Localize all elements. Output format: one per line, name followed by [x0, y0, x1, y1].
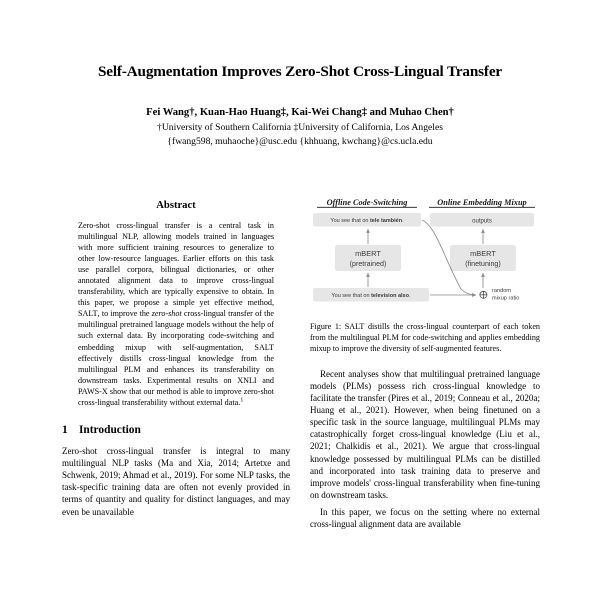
abstract-seg-3: cross-lingual transfer of the multilingual pretrained language models without the help of such external data. By incorporating code-switching and embedding mixup with self-augmentation,: [78, 309, 274, 352]
email-line: [60, 135, 540, 149]
figure-caption-spacer: [310, 304, 540, 322]
figure-caption-label: Figure 1:: [310, 322, 342, 331]
abstract-method-name-2: SALT: [254, 342, 274, 352]
box-source-sentence-text: You see that on television also.: [331, 293, 411, 300]
abstract-footnote-marker: 1: [240, 396, 244, 404]
abstract-seg-4: effectively distills cross-lingual knowledge from the multilingual PLM and enhances its transferability on downstream tasks. Experimental results on XNLI and PAWS-X show that our method is able to improve zero-shot cross-lingual transferability without external data.: [78, 353, 274, 407]
title-text: Self-Augmentation Improves Zero-Shot Cross-Lingual Transfer: [97, 63, 503, 80]
abstract-seg-2: , to improve the: [97, 309, 152, 319]
figure-caption: [310, 322, 540, 355]
figure-caption-text: distills the cross-lingual counterpart of each token from the multilingual PLM for code-switching and applies embedding mixup to improve the diversity of self-augmented features.: [310, 322, 540, 353]
abstract-method-name-1: SALT: [78, 309, 98, 319]
abstract-body: [78, 220, 274, 408]
box-codeswitched-sentence-text: You see that on tele también.: [330, 218, 404, 225]
figure-diagram: [310, 196, 540, 304]
author-names: Fei Wang†, Kuan-Hao Huang‡, Kai-Wei Chang‡ and Muhao Chen†: [146, 107, 454, 118]
section-heading-introduction: [62, 424, 290, 436]
abstract-italic-phrase: zero-shot: [151, 309, 182, 319]
box-outputs-text: outputs: [472, 218, 492, 225]
mixup-ratio-label-line2: mixup ratio: [492, 295, 520, 302]
intro-paragraph-1: Zero-shot cross-lingual transfer is integral to many multilingual NLP tasks (Ma and Xia, 2014; Artetxe and Schwenk, 2019; Ahmad et al., 2019). For some NLP tasks, the task-specific training data are often not evenly provided in terms of quantity and quality for distinct languages, and may even be unavailable: [62, 445, 290, 517]
left-column: [62, 200, 290, 518]
panel-title-offline-code-switching: Offline Code-Switching: [326, 198, 408, 207]
box-mbert-pretrained-line1: mBERT: [355, 249, 381, 259]
figure-caption-method: SALT: [344, 322, 365, 331]
mixup-ratio-label-line1: random: [492, 288, 511, 294]
panel-title-online-embedding-mixup: Online Embedding Mixup: [437, 198, 527, 207]
author-list: [60, 106, 540, 120]
abstract-seg-1: Zero-shot cross-lingual transfer is a central task in multilingual NLP, allowing models trained in languages with more sufficient training resources to generalize to other low-resource languages. Earlier efforts on this task use parallel corpora, bilingual dictionaries, or other annotated alignment data to improve cross-lingual transferability, which are typically expensive to obtain. In this paper, we propose a simple yet effective method,: [78, 221, 274, 308]
figure-1: [310, 196, 540, 304]
affiliation-line: [60, 121, 540, 135]
abstract-heading: Abstract: [156, 200, 196, 211]
caption-body-spacer: [310, 355, 540, 368]
box-mbert-finetuning-line2: (finetuning): [465, 260, 501, 268]
right-paragraph-2: In this paper, we focus on the setting where no external cross-lingual alignment data are available: [310, 507, 540, 530]
affiliation-text: †University of Southern California ‡University of California, Los Angeles: [157, 122, 443, 133]
right-column: [310, 196, 540, 531]
page-title: [60, 62, 540, 81]
section-number: 1: [62, 423, 68, 436]
email-text: {fwang598, muhaoche}@usc.edu {khhuang, kwchang}@cs.ucla.edu: [167, 136, 433, 147]
box-mbert-pretrained-line2: (pretrained): [349, 260, 387, 268]
section-title: Introduction: [79, 423, 141, 436]
box-mbert-finetuning-line1: mBERT: [470, 249, 496, 259]
right-paragraph-1: Recent analyses show that multilingual pretrained language models (PLMs) possess rich cross-lingual knowledge to facilitate the transfer (Pires et al., 2019; Conneau et al., 2020a; Huang et al., 2021). However, when being finetuned on a specific task in the source language, multilingual PLMs may catastrophically forget cross-lingual knowledge (Liu et al., 2021; Chalkidis et al., 2021). We argue that cross-lingual knowledge possessed by multilingual PLMs can be distilled and incorporated into task training data to preserve and improve models' cross-lingual transferability when fine-tuning on downstream tasks.: [310, 368, 540, 501]
